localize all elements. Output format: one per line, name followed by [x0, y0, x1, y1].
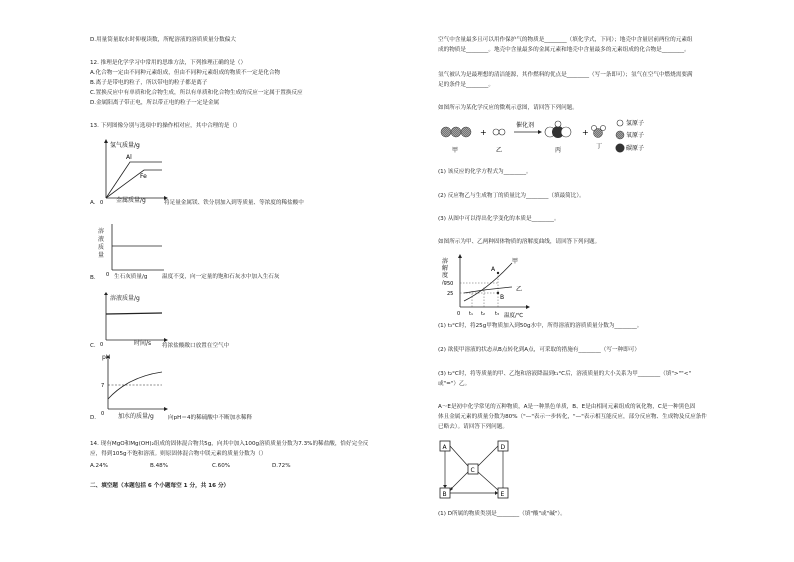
fill-3-q1: (1) 该反应的化学方程式为________。	[438, 169, 532, 175]
reaction-plus: +	[480, 128, 487, 137]
graph-c-xlabel: 时间/s	[134, 340, 152, 347]
sol-origin: 0	[457, 311, 461, 317]
q13-label-a: A.	[90, 200, 96, 206]
q14-option-d: D.72%	[272, 463, 291, 469]
q13-label-c: C.	[90, 343, 96, 349]
label-yi: 乙	[496, 147, 503, 154]
molecule-yi-atom	[499, 129, 505, 135]
box-c-label: C	[470, 467, 475, 474]
relation-diagram	[438, 438, 518, 504]
label-bing: 丙	[555, 147, 562, 154]
sol-tick-t3: t₃	[495, 311, 499, 317]
sol-ylabel-2: 解	[442, 265, 449, 272]
sol-ylabel-3: 度	[442, 272, 449, 279]
molecule-jia-atom	[461, 127, 471, 137]
q14-line2: 应，得到105g不饱和溶液。则原固体混合物中镁元素的质量分数为（）	[90, 451, 267, 457]
sol-tick-t1: t₁	[469, 311, 473, 317]
box-d-label: D	[500, 444, 506, 451]
fill-5-line2: 体且金属元素的质量分数为80%（"—"表示一步转化，"—"表示相互能反应，部分反应物、生成物及反应条件	[438, 414, 707, 420]
fill-4-q3-line1: (3) t₂°C时，将等质量的甲、乙饱和溶液降温到t₁°C后，溶液质量的大小关系为甲________（填">""<"	[438, 371, 692, 377]
sol-ylabel-4: /g	[442, 280, 447, 286]
fill-4-q1: (1) t₃°C时，将25g甲物质加入到50g水中，所得溶液的溶质质量分数为________。	[438, 323, 643, 329]
graph-d-xlabel: 加水的质量/g	[118, 413, 154, 420]
graph-b-origin: 0	[106, 272, 110, 278]
fill-3-intro: 如图所示为某化学反应的微观示意图，请回答下列问题。	[438, 105, 578, 111]
q11-option-d: D.用量筒量取水时仰视读数，所配溶液的溶质质量分数偏大	[90, 37, 236, 43]
graph-d-origin: 0	[101, 411, 105, 417]
curve-yi	[464, 287, 512, 293]
q13-graph-b	[98, 222, 168, 278]
legend-carbon-icon	[616, 144, 625, 153]
fill-5-line1: A～E是初中化学常见的五种物质，A是一种黑色单质，B、E是由相同元素组成的氧化物，C是一种黑色固	[438, 404, 696, 410]
legend-oxygen: 氧原子	[626, 132, 645, 139]
sol-label-yi: 乙	[516, 286, 523, 293]
sol-tick-25: 25	[447, 291, 454, 297]
box-e-label: E	[500, 491, 505, 498]
fill-3-q3: (3) 从图中可以得出化学变化的本质是________。	[438, 216, 560, 222]
reaction-plus-2: +	[582, 128, 589, 137]
graph-c-origin: 0	[100, 342, 104, 348]
fill-1-line1: 空气中含量最多且可以用作保护气的物质是________（填化学式，下同）；地壳中含量居前两位的元素组	[438, 37, 693, 43]
q13-stem: 13. 下列图像分别与选项中的操作相对应，其中合理的是（）	[90, 123, 241, 129]
fill-3-q2: (2) 反应物乙与生成物丁的质量比为________（填最简比）。	[438, 193, 585, 199]
q13-label-d: D.	[90, 415, 97, 421]
legend-hydrogen: 氢原子	[626, 120, 645, 127]
fill-2-line2: 足的条件是________。	[438, 82, 494, 88]
molecule-jia-atom	[441, 127, 451, 137]
q13-graph-d	[98, 355, 168, 417]
legend-hydrogen-icon	[617, 120, 623, 126]
graph-a-curve-fe: Fe	[140, 173, 147, 180]
solubility-chart	[438, 253, 548, 321]
sol-xlabel: 温度/℃	[504, 313, 524, 319]
fill-5-line3: 已略去）。请回答下列问题。	[438, 424, 508, 430]
graph-b-ylabel: 溶液质量	[98, 228, 105, 259]
box-a-label: A	[442, 444, 447, 451]
fill-4-q3-line2: 或"="）乙。	[438, 381, 471, 387]
q12-stem: 12. 推理是化学学习中常用的思维方法，下列推理正确的是（）	[90, 60, 247, 66]
fill-4-q2: (2) 欲使甲溶液的状态从B点转化到A点，可采取的措施有________（写一种即可）	[438, 347, 640, 353]
graph-a-origin: 0	[100, 200, 104, 206]
molecule-jia-atom	[451, 127, 461, 137]
q13-text-a: 将足量金属镁、铁分别加入到等质量、等浓度的稀盐酸中	[164, 200, 304, 206]
graph-b-xlabel: 生石灰质量/g	[114, 274, 148, 280]
reaction-diagram	[438, 118, 668, 158]
sol-tick-50: 50	[447, 281, 454, 287]
sol-tick-t2: t₂	[481, 311, 485, 317]
q13-text-c: 将浓盐酸敞口放置在空气中	[162, 343, 230, 349]
q14-line1: 14. 现有MgO和Mg(OH)₂组成的固体混合物共5g，向其中加入100g溶质质量分数为7.3%的稀盐酸，恰好完全反	[90, 441, 369, 447]
molecule-yi-atom	[493, 129, 499, 135]
curve-jia	[464, 263, 512, 301]
graph-d-ylabel: pH	[102, 354, 111, 361]
graph-a-ylabel: 氢气质量/g	[110, 142, 140, 149]
reaction-arrowhead	[538, 130, 542, 134]
sol-ylabel-1: 溶	[442, 258, 449, 265]
point-a	[497, 272, 499, 274]
graph-c-ylabel: 溶液质量/g	[110, 295, 140, 302]
q14-option-b: B.48%	[150, 463, 169, 469]
box-b-label: B	[442, 491, 447, 498]
q12-option-b: B.离子是带电的粒子，所以带电的粒子都是离子	[90, 80, 208, 86]
q14-option-c: C.60%	[212, 463, 231, 469]
graph-d-seven: 7	[101, 383, 105, 389]
molecule-bing-atom	[561, 127, 571, 137]
molecule-ding-atom	[600, 125, 605, 130]
fill-1-line2: 成的物质是________。地壳中含量最多的金属元素和地壳中含量最多的元素组成的化合物是________。	[438, 47, 690, 53]
sol-point-b: B	[500, 294, 505, 301]
fill-4-intro: 如图所示为甲、乙两种固体物质的溶解度曲线，请回答下列问题。	[438, 239, 601, 245]
point-b	[497, 292, 499, 294]
reaction-condition: 催化剂	[516, 122, 535, 129]
fill-5-q1: (1) D所属的物质类别是________（填"酸"或"碱"）。	[438, 511, 566, 517]
q12-option-c: C.置换反应中有单质和化合物生成，所以有单质和化合物生成的反应一定属于置换反应	[90, 90, 303, 96]
graph-a-xlabel: 金属质量/g	[116, 197, 146, 204]
label-ding: 丁	[596, 143, 603, 150]
q13-text-d: 向pH＝4的稀硫酸中不断加水稀释	[168, 415, 253, 421]
molecule-bing-atom	[555, 121, 561, 127]
sol-point-a: A	[491, 266, 496, 273]
graph-a-curve-al: Al	[126, 154, 132, 161]
legend-carbon: 碳原子	[626, 145, 645, 152]
q12-option-a: A.化合物一定由不同种元素组成，但由不同种元素组成的物质不一定是化合物	[90, 70, 281, 76]
q13-text-b: 温度不变，向一定量的饱和石灰水中加入生石灰	[162, 274, 280, 280]
sol-label-jia: 甲	[512, 258, 519, 265]
q14-option-a: A.24%	[90, 463, 108, 469]
q13-label-b: B.	[90, 275, 96, 281]
q12-option-d: D.金属阳离子带正电，所以带正电的粒子一定是金属	[90, 100, 220, 106]
fill-2-line1: 氢气被认为是最理想的清洁能源，其作燃料的优点是________（写一条即可）；氢气在空气中燃烧需要满	[438, 72, 693, 78]
legend-oxygen-icon	[616, 131, 624, 139]
label-jia: 甲	[452, 147, 459, 154]
section-2-heading: 二、填空题（本题包括 6 个小题每空 1 分，共 16 分）	[90, 483, 230, 489]
